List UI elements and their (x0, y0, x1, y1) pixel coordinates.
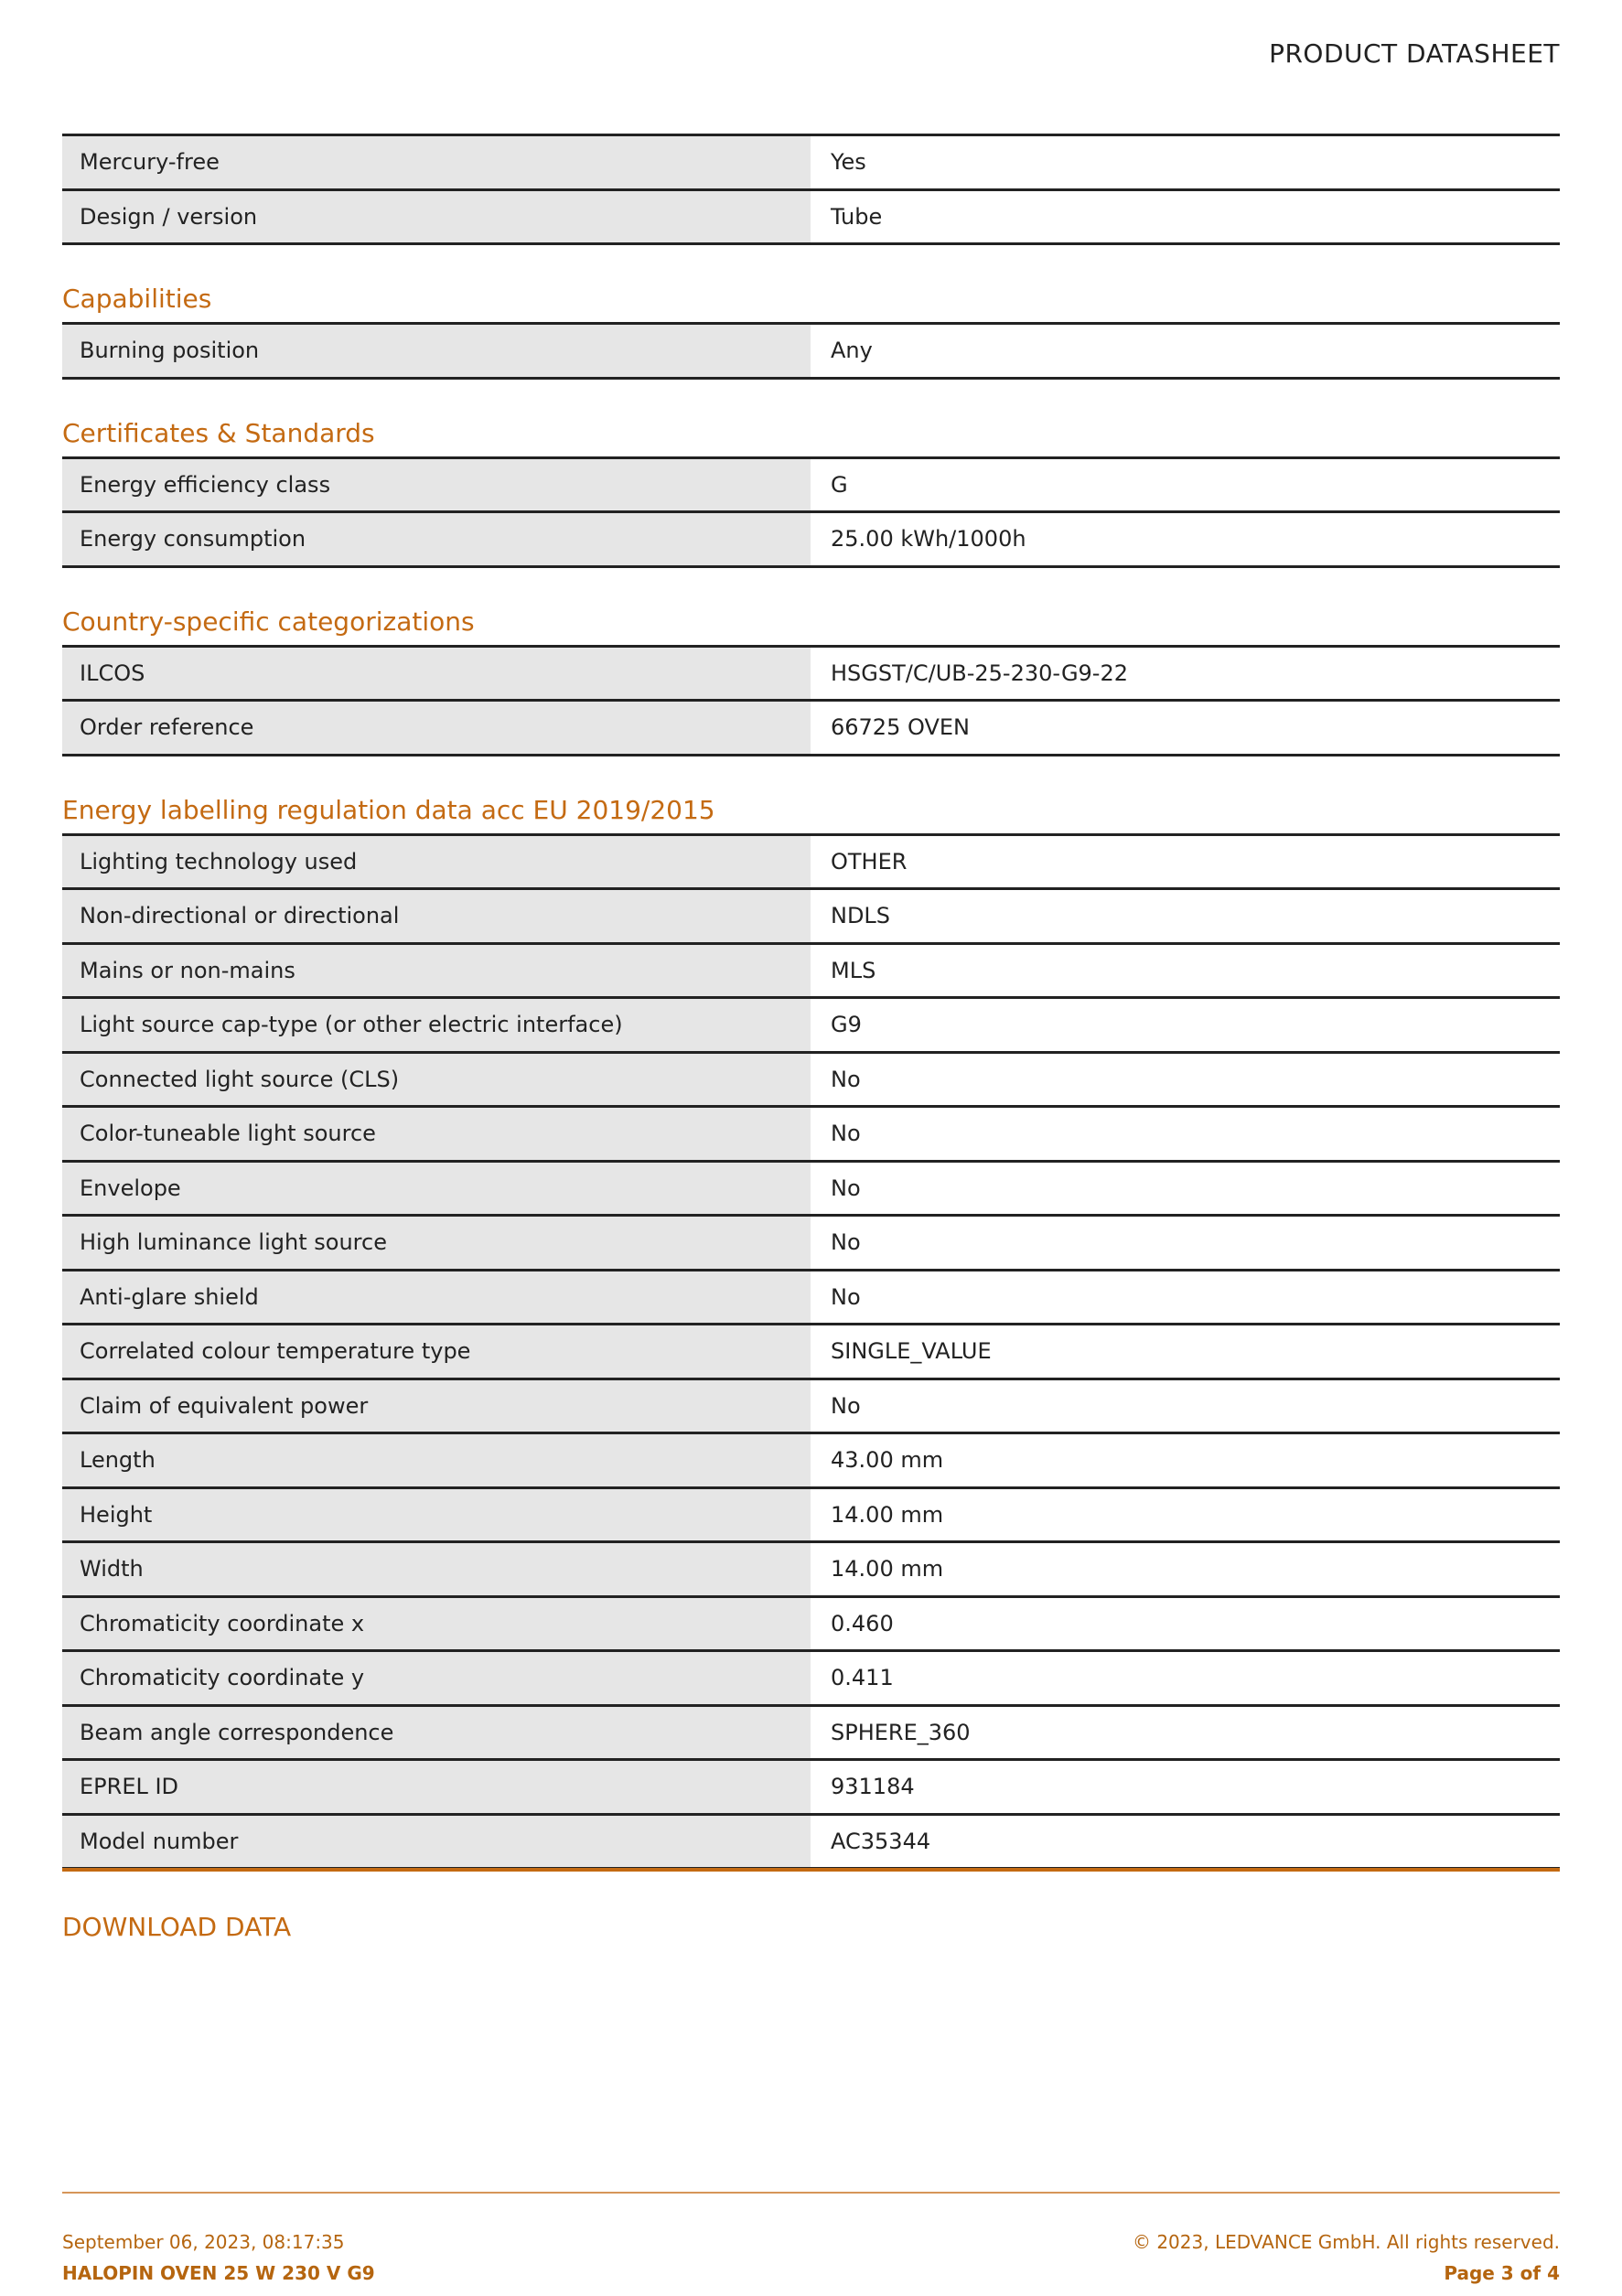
table-row (62, 1434, 1560, 1489)
footer-product-name: HALOPIN OVEN 25 W 230 V G9 (62, 2262, 375, 2284)
table-row (62, 1652, 1560, 1707)
row-value: No (814, 1163, 1560, 1215)
row-value: SINGLE_VALUE (814, 1325, 1560, 1378)
datasheet-content (62, 134, 1560, 1870)
table-row (62, 191, 1560, 246)
table-row (62, 1054, 1560, 1109)
row-value: OTHER (814, 836, 1560, 888)
row-value: 931184 (814, 1761, 1560, 1813)
general-table (62, 134, 1560, 245)
footer-divider (62, 2192, 1560, 2194)
row-label: Chromaticity coordinate y (62, 1652, 811, 1704)
table-row (62, 836, 1560, 891)
download-data-link[interactable]: DOWNLOAD DATA (62, 1912, 292, 1942)
row-label: Lighting technology used (62, 836, 811, 888)
table-row (62, 1271, 1560, 1326)
row-label: Connected light source (CLS) (62, 1054, 811, 1106)
table-row (62, 513, 1560, 568)
table-row (62, 1761, 1560, 1816)
row-value: No (814, 1380, 1560, 1432)
row-label: Envelope (62, 1163, 811, 1215)
certificates-table (62, 456, 1560, 568)
row-label: Mains or non-mains (62, 945, 811, 997)
row-value: G9 (814, 999, 1560, 1051)
row-label: Energy consumption (62, 513, 811, 565)
table-row (62, 1707, 1560, 1762)
row-value: No (814, 1108, 1560, 1160)
row-value: No (814, 1271, 1560, 1324)
table-row (62, 1380, 1560, 1435)
table-row (62, 702, 1560, 756)
row-value: MLS (814, 945, 1560, 997)
row-value: 25.00 kWh/1000h (814, 513, 1560, 565)
table-row (62, 1108, 1560, 1163)
row-value: Any (814, 325, 1560, 377)
row-value: 0.411 (814, 1652, 1560, 1704)
row-value: AC35344 (814, 1816, 1560, 1868)
row-value: 14.00 mm (814, 1489, 1560, 1541)
table-row (62, 1217, 1560, 1271)
section-heading-energy: Energy labelling regulation data acc EU 2019/2015 (62, 794, 715, 825)
row-value: 43.00 mm (814, 1434, 1560, 1486)
footer-left (62, 2226, 375, 2289)
table-row (62, 136, 1560, 191)
row-value: NDLS (814, 890, 1560, 942)
row-label: Length (62, 1434, 811, 1486)
row-label: Energy efficiency class (62, 459, 811, 511)
row-label: Claim of equivalent power (62, 1380, 811, 1432)
row-label: Model number (62, 1816, 811, 1868)
footer-right (1133, 2226, 1560, 2289)
footer-page-number: Page 3 of 4 (1444, 2262, 1560, 2284)
table-row (62, 1816, 1560, 1871)
country-table (62, 645, 1560, 756)
row-value: 66725 OVEN (814, 702, 1560, 754)
row-label: Light source cap-type (or other electric interface) (62, 999, 811, 1051)
footer-date: September 06, 2023, 08:17:35 (62, 2231, 345, 2253)
table-row (62, 1489, 1560, 1544)
row-value: SPHERE_360 (814, 1707, 1560, 1759)
table-row (62, 1543, 1560, 1598)
row-label: Color-tuneable light source (62, 1108, 811, 1160)
table-row (62, 890, 1560, 945)
row-label: ILCOS (62, 648, 811, 700)
document-title: PRODUCT DATASHEET (1269, 38, 1560, 69)
row-value: 0.460 (814, 1598, 1560, 1650)
table-row (62, 999, 1560, 1054)
row-label: Design / version (62, 191, 811, 243)
row-value: Tube (814, 191, 1560, 243)
table-row (62, 1325, 1560, 1380)
row-label: Width (62, 1543, 811, 1595)
row-label: Anti-glare shield (62, 1271, 811, 1324)
row-value: G (814, 459, 1560, 511)
row-value: Yes (814, 136, 1560, 188)
row-label: High luminance light source (62, 1217, 811, 1269)
section-heading-certificates: Certificates & Standards (62, 417, 375, 448)
row-label: Correlated colour temperature type (62, 1325, 811, 1378)
row-label: EPREL ID (62, 1761, 811, 1813)
table-row (62, 648, 1560, 703)
row-label: Non-directional or directional (62, 890, 811, 942)
section-heading-country: Country-specific categorizations (62, 606, 475, 637)
table-row (62, 945, 1560, 1000)
table-row (62, 1598, 1560, 1653)
row-label: Burning position (62, 325, 811, 377)
footer-copyright: © 2023, LEDVANCE GmbH. All rights reserved. (1132, 2231, 1560, 2253)
row-label: Height (62, 1489, 811, 1541)
row-label: Chromaticity coordinate x (62, 1598, 811, 1650)
table-row (62, 325, 1560, 380)
capabilities-table (62, 322, 1560, 380)
download-divider (62, 1868, 1560, 1872)
row-label: Beam angle correspondence (62, 1707, 811, 1759)
table-row (62, 1163, 1560, 1218)
energy-table (62, 833, 1560, 1871)
row-value: No (814, 1217, 1560, 1269)
row-value: 14.00 mm (814, 1543, 1560, 1595)
table-row (62, 459, 1560, 514)
row-value: No (814, 1054, 1560, 1106)
row-label: Order reference (62, 702, 811, 754)
section-heading-capabilities: Capabilities (62, 284, 212, 314)
row-label: Mercury-free (62, 136, 811, 188)
row-value: HSGST/C/UB-25-230-G9-22 (814, 648, 1560, 700)
